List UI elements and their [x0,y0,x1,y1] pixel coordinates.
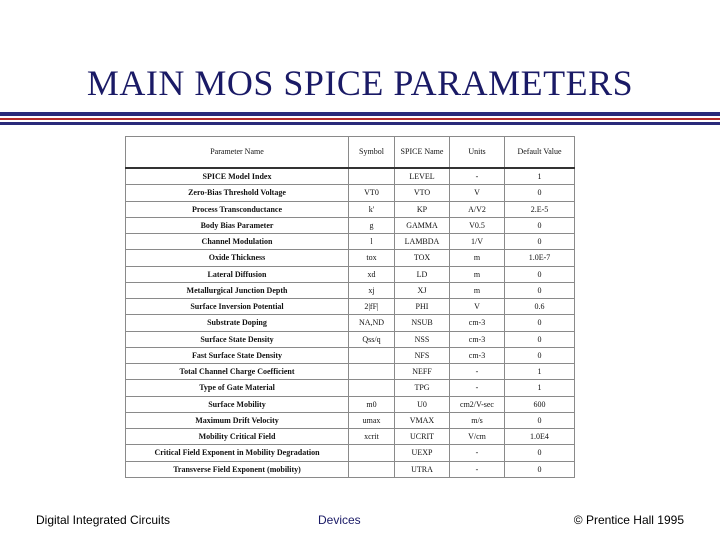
title-divider-bottom [0,122,720,125]
cell-units: V0.5 [450,217,505,233]
cell-spice-name: VTO [395,185,450,201]
cell-spice-name: VMAX [395,412,450,428]
cell-default-value: 0 [505,234,575,250]
cell-units: V/cm [450,429,505,445]
title-divider-top [0,112,720,116]
cell-parameter-name: SPICE Model Index [126,168,349,185]
table-row [126,347,575,363]
table-row [126,201,575,217]
cell-units: - [450,461,505,477]
table-row [126,217,575,233]
cell-parameter-name: Lateral Diffusion [126,266,349,282]
cell-units: - [450,364,505,380]
cell-parameter-name: Fast Surface State Density [126,347,349,363]
cell-symbol: m0 [349,396,395,412]
cell-default-value: 1 [505,364,575,380]
table-row [126,315,575,331]
cell-units: - [450,380,505,396]
cell-symbol: 2|fF| [349,299,395,315]
cell-default-value: 0 [505,282,575,298]
cell-symbol [349,461,395,477]
cell-symbol: xj [349,282,395,298]
cell-spice-name: NSS [395,331,450,347]
cell-spice-name: PHI [395,299,450,315]
cell-spice-name: TPG [395,380,450,396]
cell-symbol: l [349,234,395,250]
footer-copyright: © Prentice Hall 1995 [573,513,684,527]
cell-units: cm-3 [450,347,505,363]
cell-default-value: 0 [505,185,575,201]
cell-spice-name: GAMMA [395,217,450,233]
cell-parameter-name: Zero-Bias Threshold Voltage [126,185,349,201]
cell-default-value: 1.0E4 [505,429,575,445]
header-default-value: Default Value [505,137,575,169]
footer-section-name: Devices [318,513,361,527]
cell-units: - [450,168,505,185]
cell-parameter-name: Mobility Critical Field [126,429,349,445]
cell-symbol: NA,ND [349,315,395,331]
cell-parameter-name: Process Transconductance [126,201,349,217]
table-row [126,185,575,201]
cell-default-value: 600 [505,396,575,412]
cell-parameter-name: Maximum Drift Velocity [126,412,349,428]
cell-units: 1/V [450,234,505,250]
cell-spice-name: UTRA [395,461,450,477]
table-row [126,429,575,445]
cell-spice-name: LAMBDA [395,234,450,250]
table-row [126,412,575,428]
table-row [126,266,575,282]
cell-symbol: tox [349,250,395,266]
cell-units: cm-3 [450,331,505,347]
cell-symbol [349,380,395,396]
cell-units: cm-3 [450,315,505,331]
cell-symbol: xcrit [349,429,395,445]
cell-default-value: 1 [505,380,575,396]
cell-default-value: 0 [505,461,575,477]
header-spice-name: SPICE Name [395,137,450,169]
cell-symbol: k' [349,201,395,217]
cell-spice-name: NEFF [395,364,450,380]
cell-parameter-name: Oxide Thickness [126,250,349,266]
header-units: Units [450,137,505,169]
cell-default-value: 0 [505,217,575,233]
cell-parameter-name: Channel Modulation [126,234,349,250]
table-row [126,282,575,298]
table-row [126,445,575,461]
cell-spice-name: U0 [395,396,450,412]
cell-default-value: 0.6 [505,299,575,315]
cell-spice-name: KP [395,201,450,217]
cell-parameter-name: Total Channel Charge Coefficient [126,364,349,380]
table-row [126,396,575,412]
cell-default-value: 0 [505,315,575,331]
cell-symbol: Qss/q [349,331,395,347]
cell-parameter-name: Substrate Doping [126,315,349,331]
table-row [126,234,575,250]
cell-spice-name: NSUB [395,315,450,331]
cell-units: A/V2 [450,201,505,217]
cell-spice-name: XJ [395,282,450,298]
cell-spice-name: UEXP [395,445,450,461]
cell-default-value: 2.E-5 [505,201,575,217]
cell-units: - [450,445,505,461]
cell-symbol [349,168,395,185]
cell-symbol: xd [349,266,395,282]
cell-units: m [450,250,505,266]
cell-spice-name: UCRIT [395,429,450,445]
table-row [126,331,575,347]
cell-parameter-name: Critical Field Exponent in Mobility Degradation [126,445,349,461]
cell-default-value: 0 [505,266,575,282]
cell-parameter-name: Type of Gate Material [126,380,349,396]
table-body [126,168,575,477]
cell-parameter-name: Transverse Field Exponent (mobility) [126,461,349,477]
cell-symbol [349,347,395,363]
cell-symbol: g [349,217,395,233]
header-parameter-name: Parameter Name [126,137,349,169]
cell-units: m [450,282,505,298]
cell-default-value: 1 [505,168,575,185]
cell-default-value: 1.0E-7 [505,250,575,266]
cell-symbol [349,445,395,461]
cell-spice-name: LD [395,266,450,282]
cell-parameter-name: Surface Mobility [126,396,349,412]
cell-symbol [349,364,395,380]
table-header-row [126,137,575,169]
table-row [126,250,575,266]
table-row [126,364,575,380]
cell-parameter-name: Body Bias Parameter [126,217,349,233]
footer-course-title: Digital Integrated Circuits [36,513,171,527]
cell-spice-name: LEVEL [395,168,450,185]
cell-units: m/s [450,412,505,428]
cell-default-value: 0 [505,445,575,461]
table-row [126,461,575,477]
cell-units: V [450,299,505,315]
table-row [126,380,575,396]
cell-units: m [450,266,505,282]
spice-parameter-table [125,136,575,478]
slide-title: MAIN MOS SPICE PARAMETERS [86,63,634,103]
cell-parameter-name: Surface State Density [126,331,349,347]
cell-parameter-name: Metallurgical Junction Depth [126,282,349,298]
title-divider-middle [0,118,720,120]
header-symbol: Symbol [349,137,395,169]
cell-spice-name: NFS [395,347,450,363]
cell-units: cm2/V-sec [450,396,505,412]
table-row [126,299,575,315]
cell-default-value: 0 [505,331,575,347]
cell-default-value: 0 [505,412,575,428]
cell-symbol: umax [349,412,395,428]
spice-parameter-table-container [125,136,574,488]
cell-default-value: 0 [505,347,575,363]
cell-units: V [450,185,505,201]
table-row [126,168,575,185]
cell-spice-name: TOX [395,250,450,266]
cell-symbol: VT0 [349,185,395,201]
cell-parameter-name: Surface Inversion Potential [126,299,349,315]
